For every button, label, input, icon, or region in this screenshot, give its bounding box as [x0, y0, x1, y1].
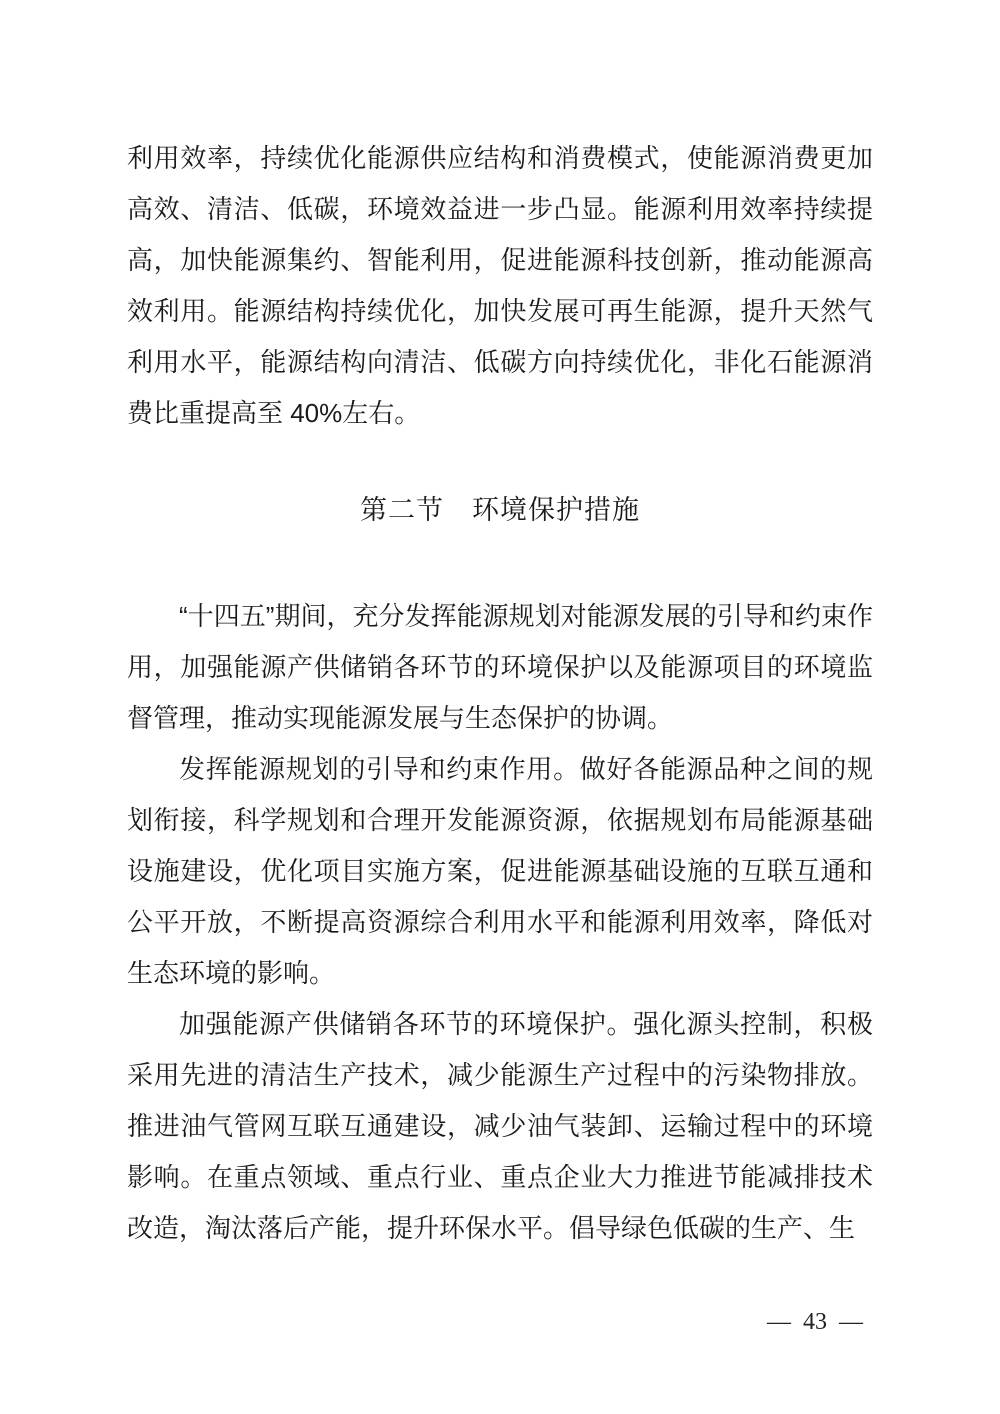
- footer-dash-right: —: [839, 1309, 863, 1335]
- section-heading: 第二节 环境保护措施: [360, 495, 640, 525]
- page-number: 43: [803, 1309, 827, 1335]
- paragraph-1: “十四五”期间，充分发挥能源规划对能源发展的引导和约束作用，加强能源产供储销各环节的环境保护以及能源项目的环境监督管理，推动实现能源发展与生态保护的协调。: [127, 601, 873, 733]
- page-footer: [767, 1308, 863, 1336]
- paragraph-3: 加强能源产供储销各环节的环境保护。强化源头控制，积极采用先进的清洁生产技术，减少能源生产过程中的污染物排放。推进油气管网互联互通建设，减少油气装卸、运输过程中的环境影响。在重点领域、重点行业、重点企业大力推进节能减排技术改造，淘汰落后产能，提升环保水平。倡导绿色低碳的生产、生: [127, 1009, 873, 1243]
- paragraph-2: 发挥能源规划的引导和约束作用。做好各能源品种之间的规划衔接，科学规划和合理开发能源资源，依据规划布局能源基础设施建设，优化项目实施方案，促进能源基础设施的互联互通和公平开放，不断提高资源综合利用水平和能源利用效率，降低对生态环境的影响。: [127, 754, 873, 988]
- paragraph-continuation: 利用效率，持续优化能源供应结构和消费模式，使能源消费更加高效、清洁、低碳，环境效益进一步凸显。能源利用效率持续提高，加快能源集约、智能利用，促进能源科技创新，推动能源高效利用。能源结构持续优化，加快发展可再生能源，提升天然气利用水平，能源结构向清洁、低碳方向持续优化，非化石能源消费比重提高至 40%左右。: [127, 143, 873, 428]
- footer-dash-left: —: [767, 1309, 791, 1335]
- page-content: [127, 133, 873, 1254]
